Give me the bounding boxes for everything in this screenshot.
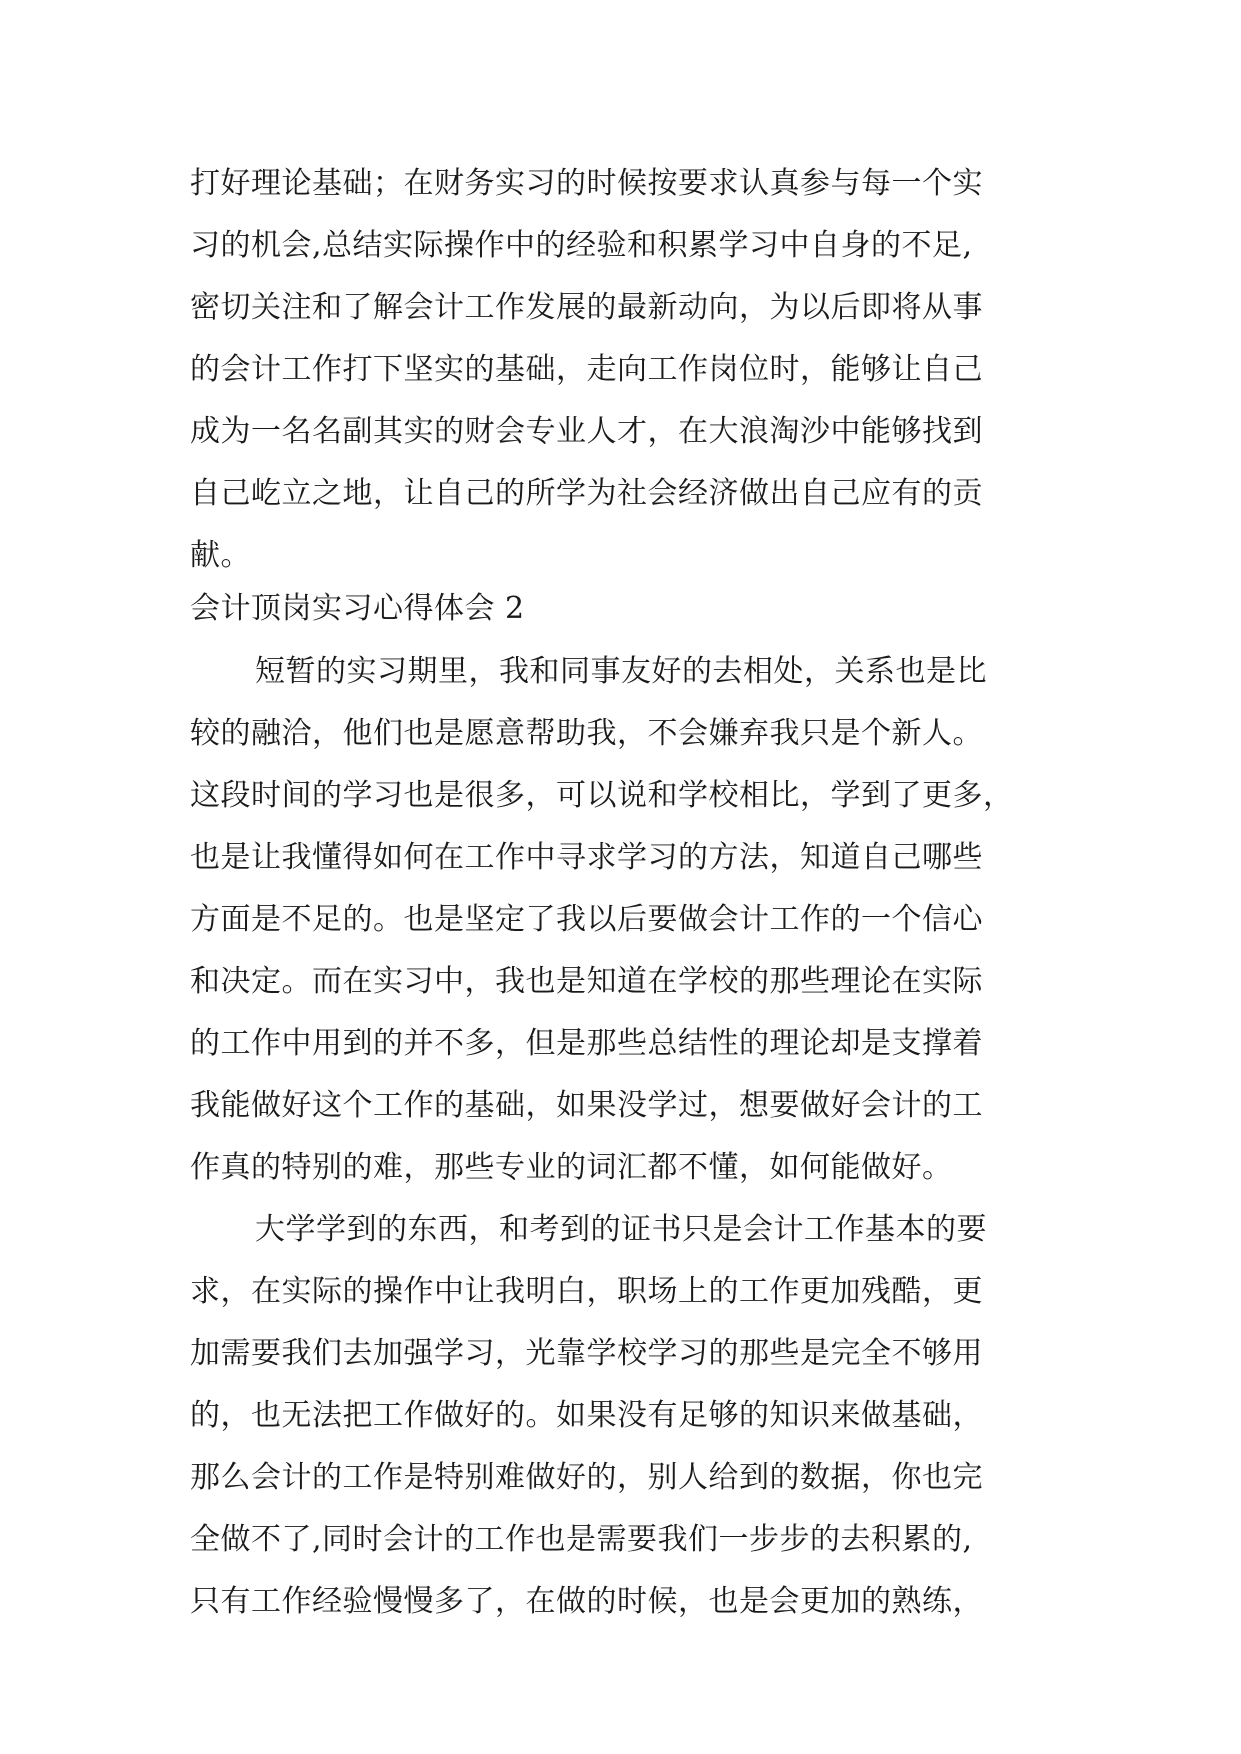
paragraph-line: 方面是不足的。也是坚定了我以后要做会计工作的一个信心 — [190, 902, 983, 937]
paragraph-line: 习的机会,总结实际操作中的经验和积累学习中自身的不足, — [190, 228, 973, 263]
paragraph-line: 成为一名名副其实的财会专业人才，在大浪淘沙中能够找到 — [190, 414, 983, 449]
paragraph-line: 和决定。而在实习中，我也是知道在学校的那些理论在实际 — [190, 964, 983, 999]
paragraph-line: 自己屹立之地，让自己的所学为社会经济做出自己应有的贡 — [190, 476, 983, 511]
paragraph-line: 短暂的实习期里，我和同事友好的去相处，关系也是比 — [255, 654, 987, 689]
paragraph-line: 全做不了,同时会计的工作也是需要我们一步步的去积累的, — [190, 1522, 973, 1557]
paragraph-line: 只有工作经验慢慢多了，在做的时候，也是会更加的熟练， — [190, 1584, 983, 1619]
paragraph-line: 大学学到的东西，和考到的证书只是会计工作基本的要 — [255, 1212, 987, 1247]
paragraph-line: 求，在实际的操作中让我明白，职场上的工作更加残酷，更 — [190, 1274, 983, 1309]
paragraph-line: 的会计工作打下坚实的基础，走向工作岗位时，能够让自己 — [190, 352, 983, 387]
section-heading: 会计顶岗实习心得体会 2 — [190, 591, 525, 626]
paragraph-line: 打好理论基础；在财务实习的时候按要求认真参与每一个实 — [190, 166, 983, 201]
paragraph-line: 较的融洽，他们也是愿意帮助我，不会嫌弃我只是个新人。 — [190, 716, 983, 751]
paragraph-line: 那么会计的工作是特别难做好的，别人给到的数据，你也完 — [190, 1460, 983, 1495]
paragraph-line: 这段时间的学习也是很多，可以说和学校相比，学到了更多， — [190, 778, 1014, 813]
paragraph-line: 作真的特别的难，那些专业的词汇都不懂，如何能做好。 — [190, 1150, 953, 1185]
paragraph-line: 也是让我懂得如何在工作中寻求学习的方法，知道自己哪些 — [190, 840, 983, 875]
paragraph-line: 的，也无法把工作做好的。如果没有足够的知识来做基础， — [190, 1398, 983, 1433]
paragraph-line: 我能做好这个工作的基础，如果没学过，想要做好会计的工 — [190, 1088, 983, 1123]
paragraph-line: 加需要我们去加强学习，光靠学校学习的那些是完全不够用 — [190, 1336, 983, 1371]
paragraph-line: 献。 — [190, 538, 251, 573]
paragraph-line: 的工作中用到的并不多，但是那些总结性的理论却是支撑着 — [190, 1026, 983, 1061]
paragraph-line: 密切关注和了解会计工作发展的最新动向，为以后即将从事 — [190, 290, 983, 325]
